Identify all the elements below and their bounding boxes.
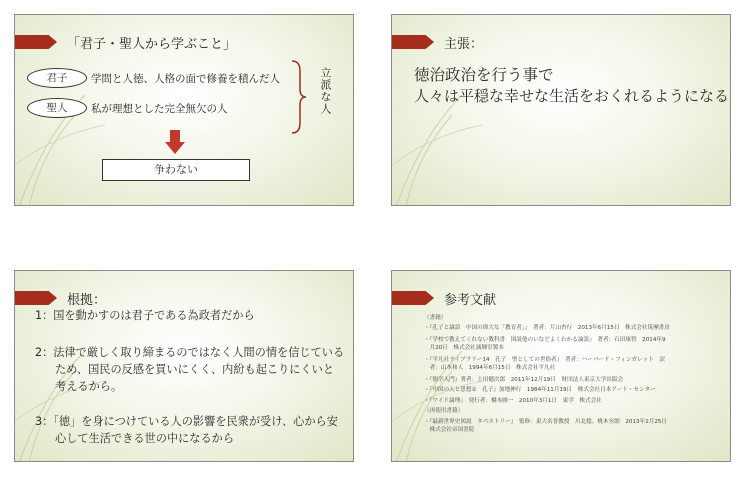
kunshi-description: 学問と人徳、人格の面で修養を積んだ人 — [91, 73, 280, 85]
slide-thumbnail-2[interactable] — [391, 14, 731, 206]
right-brace — [290, 59, 308, 135]
conclusion-box: 争わない — [102, 159, 250, 181]
reference-line: ・『ワイド論理』 発行者：橋本圓一 2010年3月1日 東学 株式会社 — [424, 398, 602, 404]
brace-label: 立派な人 — [319, 67, 332, 115]
title-banner — [15, 35, 57, 49]
slide-thumbnail-3[interactable] — [14, 270, 354, 462]
title-banner — [392, 291, 434, 305]
reference-line: ・『学校で教えてくれない教科書 図説他のいなどよくわかる論語』 著者：石田琢智 2014年9 — [424, 337, 666, 343]
reason-2-line-2: ため、国民の反感を買いにくく、内紛も起こりにくいと — [55, 363, 335, 376]
reference-line: ・『最新世界史図説 タペストリー』 監修：東大名誉教授 川北稔、桃木至朗 2013年2月25日 — [424, 419, 668, 425]
slide-thumbnail-1[interactable] — [14, 14, 354, 206]
reference-line: （書籍） — [424, 315, 447, 321]
claim-line-1: 徳治政治を行う事で — [414, 66, 554, 84]
reason-1: 1：国を動かすのは君子である為政者だから — [35, 309, 255, 322]
slide-title: 「君子・聖人から学ぶこと」 — [67, 37, 237, 52]
slide-title: 参考文献 — [444, 293, 497, 308]
reference-line: （再使用書籍） — [424, 408, 464, 414]
reason-3-line-2: 心して生活できる世の中になるから — [55, 432, 235, 445]
seijin-description: 私が理想とした完全無欠の人 — [91, 103, 228, 115]
reference-line: 者：山本和人 1994年6月15日 株式会社平凡社 — [424, 365, 556, 371]
oval-seijin: 聖人 — [27, 98, 87, 118]
claim-line-2: 人々は平穏な幸せな生活をおくれるようになる — [414, 87, 730, 105]
reason-2-line-3: 考えるから。 — [55, 380, 123, 393]
title-banner — [15, 291, 57, 305]
reference-line: ・『中国の人と思想① 孔子』加地伸行 1984年11月19日 株式会社日本アート・センター — [424, 387, 656, 393]
reference-line: 株式会社帝国書院 — [424, 427, 475, 433]
decorative-lines — [392, 15, 731, 206]
reference-line: ・『平凡社ライブラリー14 孔子 聖としての世俗者』 著者：ハーバード・フィンガレット 訳 — [424, 357, 665, 363]
slide-title: 根拠： — [67, 293, 107, 308]
reference-line: ・『儒学入門』著者：土田健次郎 2011年12月19日 財団法人東京大学出版会 — [424, 377, 624, 383]
reason-3-line-1: 3：「徳」を身につけている人の影響を民衆が受け、心から安 — [35, 415, 338, 428]
reference-line: 月20日 株式会社誠輝堂製本 — [424, 345, 504, 351]
slide-title: 主張： — [444, 37, 484, 52]
oval-kunshi: 君子 — [27, 68, 87, 88]
reason-2-line-1: 2：法律で厳しく取り締まるのではなく人間の情を信じている — [35, 346, 345, 359]
title-banner — [392, 35, 434, 49]
reference-line: ・『孔子と論語 中国の偉大な「教育者」』 著者：片山杏行 2013年6月15日 株式会社筑摩書房 — [424, 325, 670, 331]
down-arrow-icon — [165, 130, 185, 154]
slide-thumbnail-4[interactable] — [391, 270, 731, 462]
